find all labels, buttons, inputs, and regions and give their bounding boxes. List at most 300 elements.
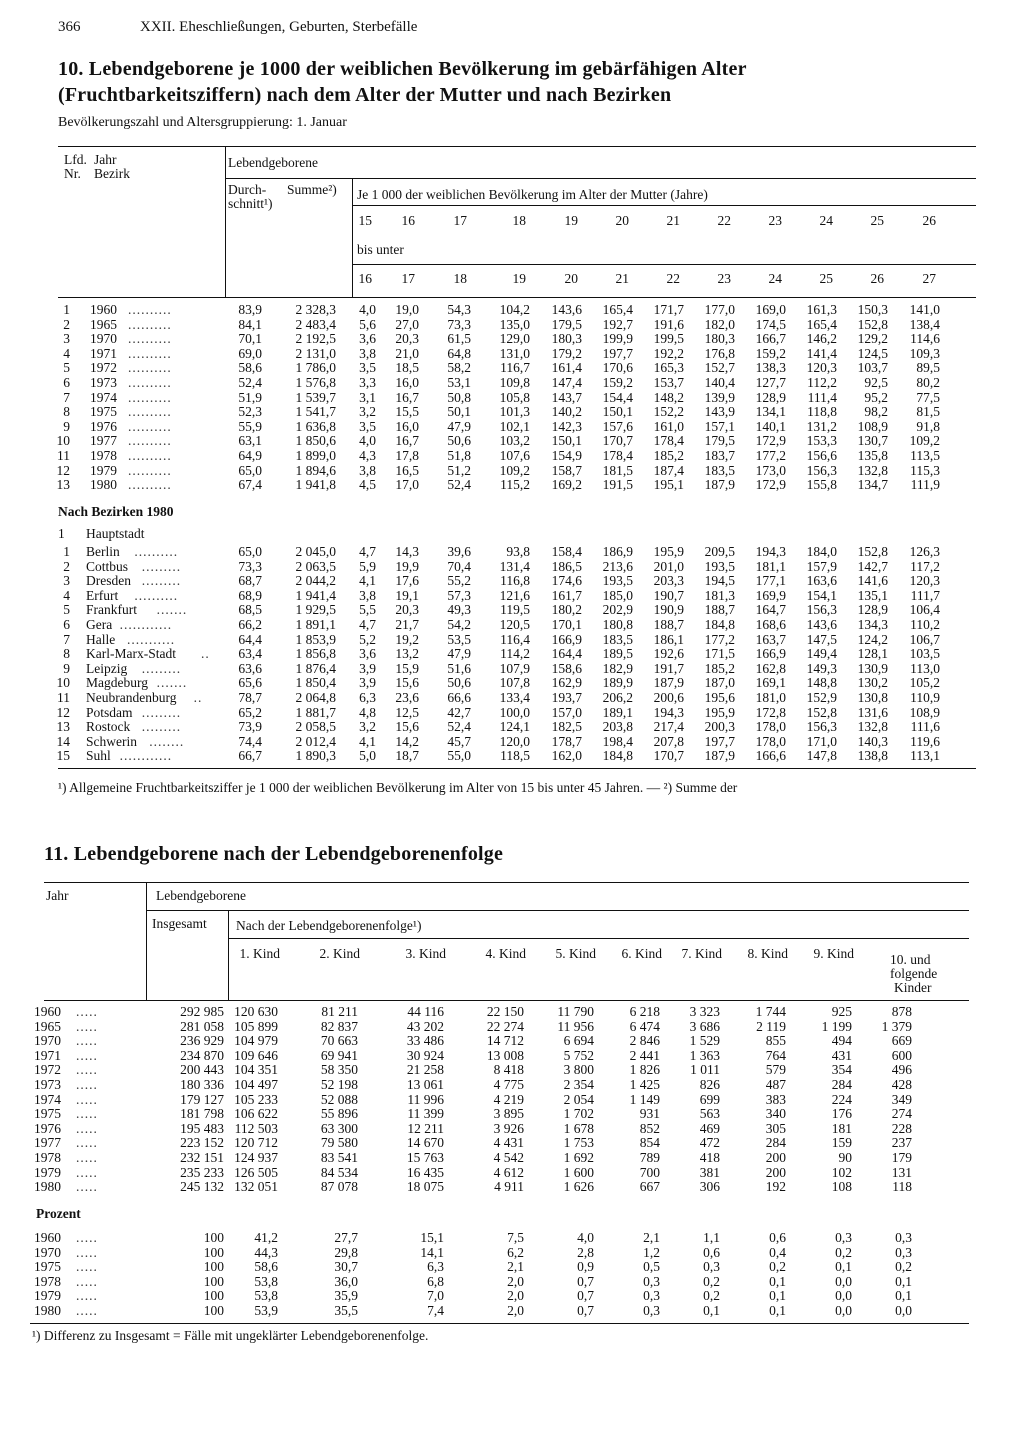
cell-value: 2,1 [507, 1259, 524, 1275]
leader-dots: ..... [76, 1077, 98, 1092]
cell-value: 2 119 [756, 1018, 786, 1034]
age-value: 20,3 [395, 331, 419, 347]
cell-value: 284 [831, 1077, 852, 1092]
row-label: 1978 [34, 1150, 61, 1165]
age-value: 50,6 [447, 675, 471, 691]
cell-value: 667 [639, 1179, 660, 1195]
age-value: 138,8 [857, 748, 888, 764]
t11-col-header-9: 9. Kind [813, 946, 854, 961]
age-value: 190,7 [653, 587, 684, 603]
age-value: 4,1 [359, 733, 376, 749]
age-value: 106,4 [909, 602, 940, 618]
age-value: 187,9 [653, 675, 684, 691]
cell-value: 0,9 [577, 1259, 594, 1275]
cell-value: 100 [203, 1259, 224, 1275]
cell-value: 579 [765, 1062, 786, 1078]
age-value: 14,3 [395, 544, 419, 559]
age-value: 193,5 [602, 573, 633, 589]
age-value: 159,2 [602, 375, 633, 390]
age-value: 15,6 [395, 675, 419, 691]
age-value: 161,3 [806, 302, 837, 317]
t11-col10-l2: folgende [890, 966, 938, 981]
age-value: 195,9 [653, 544, 684, 559]
cell-value: 4 775 [493, 1077, 524, 1092]
age-value: 189,1 [602, 704, 633, 720]
age-value: 3,2 [359, 404, 376, 420]
age-value: 111,6 [910, 719, 940, 735]
cell-value: 0,1 [769, 1273, 786, 1289]
age-value: 173,0 [755, 462, 786, 478]
age-value: 103,5 [909, 646, 940, 662]
age-value: 5,9 [359, 558, 376, 574]
age-value: 141,4 [806, 345, 837, 361]
cell-value: 6,8 [427, 1273, 444, 1289]
age-value: 170,1 [551, 617, 582, 632]
row-label: 1978 [90, 448, 117, 463]
age-value: 150,3 [857, 302, 888, 317]
durchschnitt-value: 52,4 [238, 375, 262, 390]
cell-value: 7,5 [507, 1230, 524, 1245]
leader-dots: ..... [76, 1004, 98, 1019]
age-value: 3,8 [359, 345, 376, 361]
row-nr: 13 [56, 477, 70, 493]
age-value: 135,0 [499, 316, 530, 332]
age-value: 161,4 [551, 360, 582, 376]
cell-value: 33 486 [406, 1033, 444, 1049]
age-value: 131,2 [806, 418, 837, 434]
age-value: 18,5 [395, 360, 419, 376]
age-value: 154,9 [551, 448, 582, 463]
age-value: 200,3 [704, 719, 735, 735]
summe-value: 2 058,5 [295, 719, 336, 735]
durchschnitt-value: 65,0 [238, 544, 262, 559]
age-value: 19,2 [395, 631, 419, 647]
age-value: 197,7 [602, 345, 633, 361]
cell-value: 1 692 [563, 1150, 594, 1165]
age-value: 156,3 [806, 602, 837, 618]
leader-dots: .......... [128, 316, 172, 332]
row-nr: 13 [56, 719, 70, 735]
row-nr: 4 [63, 345, 70, 361]
durchschnitt-value: 84,1 [238, 316, 262, 332]
cell-value: 7,4 [427, 1303, 444, 1318]
cell-value: 235 233 [180, 1164, 224, 1180]
leader-dots: ..... [76, 1303, 98, 1318]
age-value: 207,8 [653, 733, 684, 749]
leader-dots: .......... [128, 477, 172, 493]
durchschnitt-value: 63,6 [238, 660, 262, 676]
cell-value: 0,1 [703, 1303, 720, 1318]
age-value: 153,3 [806, 433, 837, 449]
cell-value: 15 763 [406, 1150, 444, 1165]
age-value: 177,2 [704, 631, 735, 647]
age-value: 55,2 [447, 573, 471, 589]
age-value: 5,5 [359, 602, 376, 618]
age-value: 161,7 [551, 587, 582, 603]
bezirk-1-nr: 1 [58, 526, 65, 541]
age-value: 105,8 [499, 389, 530, 405]
cell-value: 0,1 [769, 1288, 786, 1304]
age-value: 195,6 [704, 690, 735, 705]
age-value: 3,9 [359, 660, 376, 676]
age-value: 5,6 [359, 316, 376, 332]
durchschnitt-value: 83,9 [238, 302, 262, 317]
age-value: 179,5 [551, 316, 582, 332]
age-value: 166,6 [755, 748, 786, 764]
cell-value: 43 202 [406, 1018, 444, 1034]
age-value: 73,3 [447, 316, 471, 332]
age-value: 177,1 [755, 573, 786, 589]
age-value: 140,3 [857, 733, 888, 749]
cell-value: 354 [831, 1062, 852, 1078]
t11-col10-l3: Kinder [894, 980, 932, 995]
row-label: 1974 [90, 389, 117, 405]
row-nr: 6 [63, 375, 70, 390]
age-value: 80,2 [916, 375, 940, 390]
row-nr: 5 [63, 360, 70, 376]
age-value: 124,1 [499, 719, 530, 735]
age-value: 178,0 [755, 719, 786, 735]
cell-value: 3 800 [563, 1062, 594, 1078]
age-value: 16,0 [395, 375, 419, 390]
age-value: 200,6 [653, 690, 684, 705]
age-value: 4,7 [359, 544, 376, 559]
leader-dots: ..... [76, 1150, 98, 1165]
durchschnitt-value: 68,9 [238, 587, 262, 603]
age-value: 21,0 [395, 345, 419, 361]
row-label: 1973 [90, 375, 117, 390]
age-value: 193,7 [551, 690, 582, 705]
cell-value: 306 [699, 1179, 720, 1195]
age-value: 163,7 [755, 631, 786, 647]
age-value: 128,9 [755, 389, 786, 405]
age-value: 3,6 [359, 646, 376, 662]
cell-value: 281 058 [180, 1018, 224, 1034]
summe-value: 1 876,4 [295, 660, 336, 676]
age-value: 50,1 [447, 404, 471, 420]
age-value: 152,8 [857, 544, 888, 559]
durchschnitt-header-2: schnitt¹) [228, 196, 273, 211]
age-value: 117,2 [910, 558, 940, 574]
age-value: 114,2 [500, 646, 530, 662]
age-value: 170,7 [602, 433, 633, 449]
row-label: 1960 [34, 1230, 61, 1245]
cell-value: 0,1 [895, 1273, 912, 1289]
leader-dots: ............ [119, 748, 173, 764]
cell-value: 14 670 [406, 1135, 444, 1151]
age-value: 178,4 [653, 433, 684, 449]
age-value: 139,9 [704, 389, 735, 405]
cell-value: 120 712 [234, 1135, 278, 1151]
cell-value: 112 503 [234, 1120, 278, 1136]
age-value: 135,8 [857, 448, 888, 463]
cell-value: 100 [203, 1244, 224, 1260]
durchschnitt-value: 64,4 [238, 631, 262, 647]
row-label: Frankfurt [86, 602, 137, 618]
age-value: 127,7 [755, 375, 786, 390]
cell-value: 8 418 [493, 1062, 524, 1078]
cell-value: 292 985 [180, 1004, 224, 1019]
durchschnitt-value: 65,6 [238, 675, 262, 691]
age-value: 131,0 [499, 345, 530, 361]
cell-value: 52 088 [320, 1091, 358, 1107]
cell-value: 100 [203, 1303, 224, 1318]
age-value: 138,4 [909, 316, 940, 332]
age-value: 180,3 [551, 331, 582, 347]
age-value: 156,3 [806, 462, 837, 478]
age-value: 116,8 [500, 573, 530, 589]
age-value: 181,5 [602, 462, 633, 478]
cell-value: 44 116 [407, 1004, 444, 1019]
age-value: 186,9 [602, 544, 633, 559]
age-value: 194,3 [653, 704, 684, 720]
age-value: 191,7 [653, 660, 684, 676]
summe-value: 1 856,8 [295, 646, 336, 662]
cell-value: 179 127 [180, 1091, 224, 1107]
age-value: 15,6 [395, 719, 419, 735]
age-value: 104,2 [499, 302, 530, 317]
t11-col-header-5: 5. Kind [555, 946, 596, 961]
age-value: 49,3 [447, 602, 471, 618]
age-to-21: 21 [615, 271, 629, 286]
cell-value: 1 199 [821, 1018, 852, 1034]
row-nr: 2 [63, 316, 70, 332]
age-value: 16,7 [395, 433, 419, 449]
age-value: 116,7 [500, 360, 530, 376]
age-value: 27,0 [395, 316, 419, 332]
age-value: 213,6 [602, 558, 633, 574]
age-value: 53,1 [447, 375, 471, 390]
cell-value: 4 431 [493, 1135, 524, 1151]
summe-value: 1 941,4 [295, 587, 336, 603]
cell-value: 236 929 [180, 1033, 224, 1049]
age-value: 120,5 [499, 617, 530, 632]
cell-value: 1 379 [881, 1018, 912, 1034]
age-value: 134,1 [755, 404, 786, 420]
age-value: 101,3 [499, 404, 530, 420]
age-value: 45,7 [447, 733, 471, 749]
age-value: 179,5 [704, 433, 735, 449]
age-value: 4,5 [359, 477, 376, 493]
cell-value: 600 [891, 1047, 912, 1063]
summe-value: 1 850,6 [295, 433, 336, 449]
age-value: 3,1 [359, 389, 376, 405]
age-value: 184,8 [704, 617, 735, 632]
t11-col-header-2: 2. Kind [319, 946, 360, 961]
cell-value: 428 [891, 1077, 912, 1092]
cell-value: 6 474 [629, 1018, 660, 1034]
cell-value: 878 [891, 1004, 912, 1019]
age-to-20: 20 [564, 271, 578, 286]
bezirke-heading: Nach Bezirken 1980 [58, 504, 174, 519]
age-value: 114,6 [910, 331, 940, 347]
age-from-25: 25 [870, 213, 884, 228]
cell-value: 1 702 [563, 1106, 594, 1122]
age-value: 143,9 [704, 404, 735, 420]
age-value: 3,6 [359, 331, 376, 347]
age-value: 152,8 [857, 316, 888, 332]
cell-value: 2,1 [643, 1230, 660, 1245]
cell-value: 0,0 [835, 1273, 852, 1289]
age-value: 113,1 [910, 748, 940, 764]
age-value: 54,3 [447, 302, 471, 317]
t11-jahr-label: Jahr [46, 888, 69, 903]
age-value: 109,2 [499, 462, 530, 478]
row-nr: 8 [63, 646, 70, 662]
age-value: 197,7 [704, 733, 735, 749]
durchschnitt-value: 63,4 [238, 646, 262, 662]
cell-value: 237 [891, 1135, 912, 1151]
age-to-26: 26 [870, 271, 884, 286]
age-value: 17,0 [395, 477, 419, 493]
cell-value: 7,0 [427, 1288, 444, 1304]
age-value: 109,8 [499, 375, 530, 390]
cell-value: 58 350 [320, 1062, 358, 1078]
durchschnitt-value: 52,3 [238, 404, 262, 420]
summe-value: 2 131,0 [295, 345, 336, 361]
cell-value: 1,1 [703, 1230, 720, 1245]
cell-value: 159 [831, 1135, 852, 1151]
row-label: Dresden [86, 573, 131, 589]
chapter-title: XXII. Eheschließungen, Geburten, Sterbefälle [140, 19, 418, 35]
leader-dots: ..... [76, 1244, 98, 1260]
summe-value: 2 064,8 [295, 690, 336, 705]
durchschnitt-value: 63,1 [238, 433, 262, 449]
age-value: 171,5 [704, 646, 735, 662]
cell-value: 16 435 [406, 1164, 444, 1180]
age-value: 15,9 [395, 660, 419, 676]
age-value: 39,6 [447, 544, 471, 559]
row-label: 1977 [90, 433, 117, 449]
cell-value: 854 [639, 1135, 660, 1151]
cell-value: 29,8 [334, 1244, 358, 1260]
age-value: 184,8 [602, 748, 633, 764]
age-value: 135,1 [857, 587, 888, 603]
leader-dots: ....... [156, 675, 188, 691]
durchschnitt-value: 66,7 [238, 748, 262, 764]
row-label: Magdeburg [86, 675, 148, 691]
age-value: 185,2 [653, 448, 684, 463]
age-value: 158,7 [551, 462, 582, 478]
age-value: 164,7 [755, 602, 786, 618]
cell-value: 0,3 [643, 1303, 660, 1318]
age-value: 192,2 [653, 345, 684, 361]
cell-value: 284 [765, 1135, 786, 1151]
cell-value: 106 622 [234, 1106, 278, 1122]
cell-value: 30,7 [334, 1259, 358, 1275]
age-value: 185,2 [704, 660, 735, 676]
age-value: 120,3 [806, 360, 837, 376]
age-value: 158,4 [551, 544, 582, 559]
summe-value: 1 891,1 [295, 617, 336, 632]
cell-value: 669 [891, 1033, 912, 1049]
age-value: 199,9 [602, 331, 633, 347]
cell-value: 102 [831, 1164, 852, 1180]
age-value: 172,9 [755, 477, 786, 493]
age-value: 111,7 [910, 587, 940, 603]
age-value: 106,7 [909, 631, 940, 647]
age-value: 166,9 [755, 646, 786, 662]
leader-dots: ..... [76, 1120, 98, 1136]
age-value: 195,1 [653, 477, 684, 493]
leader-dots: .. [193, 690, 203, 705]
row-label: 1979 [34, 1164, 61, 1180]
t11-col10-l1: 10. und [890, 952, 931, 967]
leader-dots: .......... [134, 544, 179, 559]
row-label: 1971 [34, 1047, 61, 1063]
row-label: 1979 [34, 1288, 61, 1304]
leader-dots: ........... [127, 631, 176, 647]
durchschnitt-value: 65,2 [238, 704, 262, 720]
age-value: 16,5 [395, 462, 419, 478]
cell-value: 2,0 [507, 1288, 524, 1304]
age-value: 119,5 [500, 602, 530, 618]
age-value: 47,9 [447, 646, 471, 662]
summe-value: 1 786,0 [295, 360, 336, 376]
age-value: 133,4 [499, 690, 530, 705]
age-from-22: 22 [717, 213, 731, 228]
leader-dots: .......... [128, 433, 172, 449]
cell-value: 13 008 [486, 1047, 524, 1063]
age-value: 54,2 [447, 617, 471, 632]
durchschnitt-value: 64,9 [238, 448, 262, 463]
age-value: 183,5 [704, 462, 735, 478]
cell-value: 6,2 [507, 1244, 524, 1260]
summe-value: 1 853,9 [295, 631, 336, 647]
cell-value: 30 924 [406, 1047, 444, 1063]
age-value: 179,2 [551, 345, 582, 361]
row-label: 1975 [34, 1106, 61, 1122]
t11-col-header-8: 8. Kind [747, 946, 788, 961]
leader-dots: ............ [119, 617, 173, 632]
cell-value: 11 956 [557, 1018, 594, 1034]
row-label: 1972 [90, 360, 117, 376]
cell-value: 22 150 [486, 1004, 524, 1019]
leader-dots: ......... [141, 573, 182, 589]
cell-value: 0,3 [835, 1230, 852, 1245]
age-value: 134,7 [857, 477, 888, 493]
cell-value: 0,2 [703, 1288, 720, 1304]
leader-dots: ......... [141, 558, 182, 574]
age-value: 162,8 [755, 660, 786, 676]
cell-value: 79 580 [320, 1135, 358, 1151]
table10-title-line2: (Fruchtbarkeitsziffern) nach dem Alter der Mutter und nach Bezirken [58, 84, 672, 106]
age-value: 119,6 [910, 733, 940, 749]
table10-title-line1: 10. Lebendgeborene je 1000 der weiblichen Bevölkerung im gebärfähigen Alter [58, 58, 747, 80]
age-value: 194,5 [704, 573, 735, 589]
cell-value: 100 [203, 1273, 224, 1289]
age-from-21: 21 [666, 213, 680, 228]
age-value: 146,2 [806, 331, 837, 347]
age-value: 149,3 [806, 660, 837, 676]
cell-value: 104 497 [234, 1077, 278, 1092]
cell-value: 1 826 [629, 1062, 660, 1078]
age-value: 61,5 [447, 331, 471, 347]
cell-value: 418 [699, 1150, 720, 1165]
row-label: 1970 [34, 1244, 61, 1260]
age-value: 180,2 [551, 602, 582, 618]
age-value: 147,5 [806, 631, 837, 647]
age-value: 3,5 [359, 360, 376, 376]
row-label: 1970 [90, 331, 117, 347]
durchschnitt-value: 74,4 [238, 733, 262, 749]
age-value: 169,2 [551, 477, 582, 493]
cell-value: 223 152 [180, 1135, 224, 1151]
age-value: 14,2 [395, 733, 419, 749]
age-value: 50,8 [447, 389, 471, 405]
summe-value: 1 890,3 [295, 748, 336, 764]
age-value: 130,7 [857, 433, 888, 449]
